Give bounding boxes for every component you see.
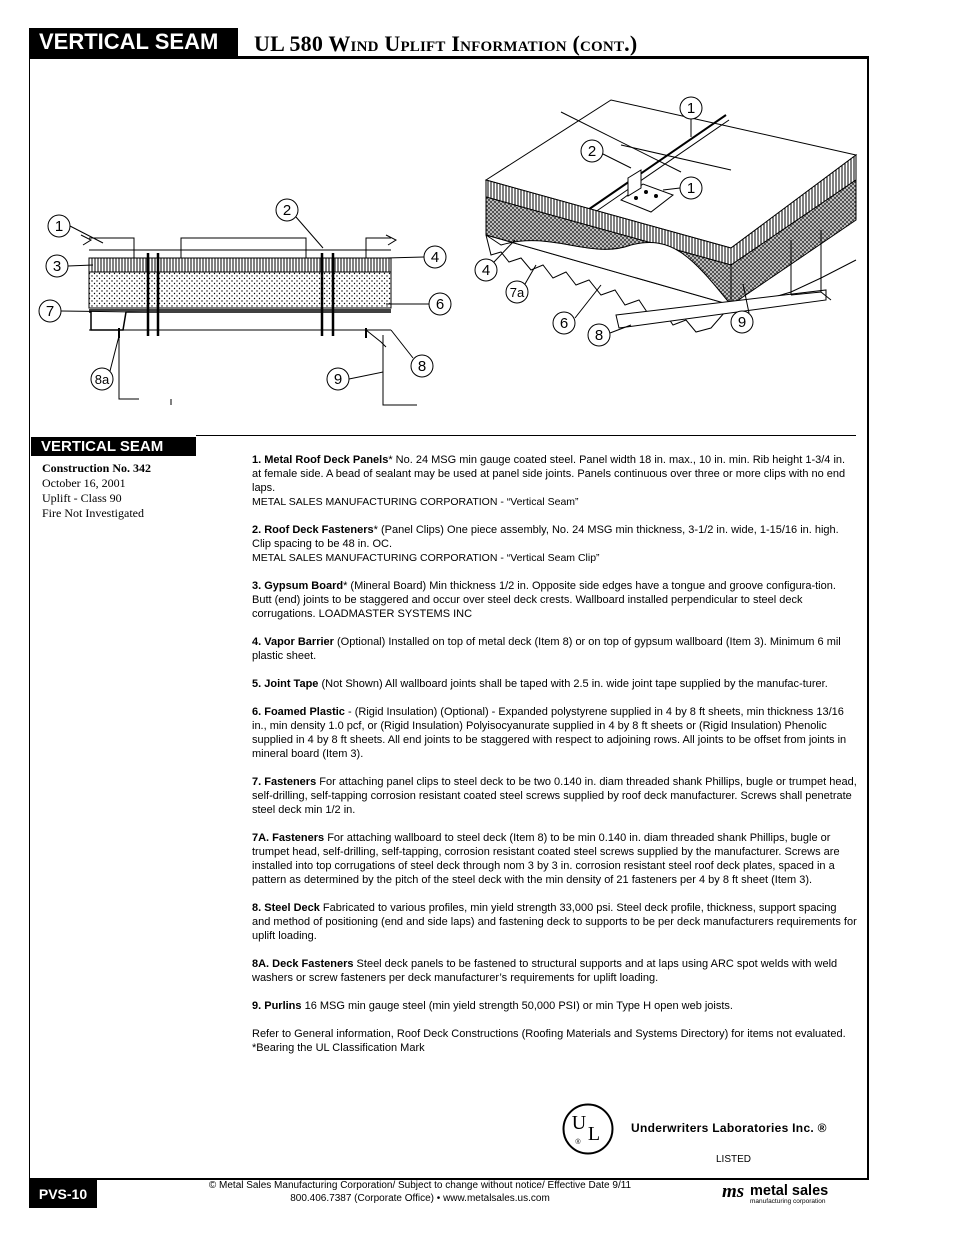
item-9: 9. Purlins 16 MSG min gauge steel (min yield strength 50,000 PSI) or min Type H open web joists. (252, 1000, 733, 1012)
item-8a: 8A. Deck Fasteners Steel deck panels to be fastened to structural supports and at laps using ARC spot welds with weld washers or screw fasteners per deck manufacturer’s requirements for uplift loading. (252, 958, 838, 984)
svg-text:2: 2 (282, 202, 292, 219)
footer-copyright: © Metal Sales Manufacturing Corporation/ Subject to change without notice/ Effective Date 9/11 (208, 1180, 632, 1191)
iso-callout-7a (506, 265, 536, 303)
page-number: PVS-10 (29, 1180, 97, 1208)
fire-rating: Fire Not Investigated (42, 506, 144, 520)
item-1: 1. Metal Roof Deck Panels* No. 24 MSG min gauge coated steel. Panel width 18 in. max., 10 in. min. Rib height 1-3/4 in. at female side. A bead of sealant may be used at panel side joints. Panels continuous over three or more clips with no end laps. METAL SALES MANUFACTURING CORPORATION - “Vertical Seam” (252, 454, 846, 508)
svg-text:4: 4 (481, 262, 491, 279)
ul-logo (562, 1103, 614, 1155)
svg-text:9: 9 (333, 371, 343, 388)
callout-1 (48, 215, 103, 243)
svg-text:7: 7 (45, 303, 55, 320)
callout-8a (91, 336, 119, 390)
callout-6 (386, 293, 451, 315)
svg-text:2: 2 (587, 143, 597, 160)
steel-deck (89, 312, 391, 330)
svg-text:1: 1 (686, 100, 696, 117)
callout-2 (276, 199, 323, 248)
item-list (252, 453, 857, 1055)
iso-callout-4 (475, 240, 515, 281)
roof-assembly-drawing (31, 60, 865, 435)
purlin-left (119, 335, 139, 399)
refer-note: Refer to General information, Roof Deck Constructions (Roofing Materials and Systems Directory) for items not evaluated. (252, 1028, 846, 1040)
section-divider (196, 435, 856, 436)
svg-text:8: 8 (417, 358, 427, 375)
section-view (81, 235, 417, 405)
svg-text:8: 8 (594, 327, 604, 344)
svg-text:9: 9 (737, 314, 747, 331)
gypsum-board (89, 258, 391, 272)
callout-8 (391, 330, 433, 377)
item-2: 2. Roof Deck Fasteners* (Panel Clips) One piece assembly, No. 24 MSG min thickness, 3-1/2 in. wide, 1-15/16 in. high. Clip spacing to be 48 in. OC. METAL SALES MANUFACTURING CORPORATION - “Vertical Seam Clip” (252, 524, 839, 564)
svg-text:7a: 7a (509, 285, 525, 300)
ul-listed: LISTED (716, 1154, 752, 1165)
uplift-class: Uplift - Class 90 (42, 491, 122, 505)
svg-text:U: U (571, 1112, 587, 1134)
svg-text:8a: 8a (94, 372, 110, 387)
header-tab: VERTICAL SEAM (29, 28, 238, 56)
item-5: 5. Joint Tape (Not Shown) All wallboard joints shall be taped with 2.5 in. wide joint tape supplied by the manufac-turer. (252, 678, 828, 690)
sidebar-tab: VERTICAL SEAM (31, 437, 196, 456)
item-3: 3. Gypsum Board* (Mineral Board) Min thickness 1/2 in. Opposite side edges have a tongue and groove configura-tion. Butt (end) joints to be staggered and occur over steel deck crests. Wallboard installed perpendicular to steel deck corrugations. LOADMASTER SYSTEMS INC (252, 580, 836, 620)
classification-mark-note: *Bearing the UL Classification Mark (252, 1042, 425, 1054)
construction-number: Construction No. 342 (42, 461, 152, 475)
construction-info (42, 461, 151, 521)
item-7a: 7A. Fasteners For attaching wallboard to steel deck (Item 8) to be min 0.140 in. diam threaded shank Phillips, bugle or trumpet head, self-drilling, self-tapping, corrosion resistant coated steel screws supplied by the manufacturer. Screws are installed into top corrugations of steel deck through nom 3 by 3 in. corrosion resistant steel roof deck plates, spaced in a pattern as determined by the pitch of the steel deck with the min density of 21 fasteners per 4 by 8 ft sheet (Item 3). (252, 832, 840, 886)
metal-sales-logo (722, 1181, 872, 1207)
svg-text:4: 4 (430, 249, 440, 266)
page-title: UL 580 Wind Uplift Information (cont.) (254, 31, 638, 56)
roof-panel (89, 238, 391, 250)
item-7: 7. Fasteners For attaching panel clips to steel deck to be two 0.140 in. diam threaded shank Phillips, bugle or trumpet head, self-drilling, self-tapping corrosion resistant coated steel screws supplied by roof deck manufacturer. Screws shall penetrate steel deck min 1/2 in. (252, 776, 857, 816)
callout-9 (327, 368, 383, 390)
svg-text:6: 6 (435, 296, 445, 313)
svg-text:metal sales: metal sales (750, 1183, 829, 1199)
callout-3 (46, 255, 93, 277)
construction-date: October 16, 2001 (42, 476, 126, 490)
ul-name: Underwriters Laboratories Inc. ® (631, 1121, 827, 1135)
footer (160, 1179, 680, 1205)
item-4: 4. Vapor Barrier (Optional) Installed on top of metal deck (Item 8) or on top of gypsum wallboard (Item 3). Minimum 6 mil plastic sheet. (252, 636, 841, 662)
svg-text:®: ® (575, 1139, 581, 1146)
svg-text:3: 3 (52, 258, 62, 275)
svg-text:L: L (587, 1123, 601, 1145)
iso-callout-8 (588, 324, 631, 346)
footer-contact: 800.406.7387 (Corporate Office) • www.metalsales.us.com (290, 1193, 550, 1204)
svg-text:6: 6 (559, 315, 569, 332)
item-6: 6. Foamed Plastic - (Rigid Insulation) (Optional) - Expanded polystyrene supplied in 4 by 8 ft sheets, min thickness 13/16 in., min density 1.0 pcf, or (Rigid Insulation) Polyisocyanurate supplied in 4 by 8 ft sheets or (Rigid Insulation) Phenolic supplied in 4 by 8 ft sheets. All end joints to be staggered with respect to adjoining rows. All joints to be offset from joints in mineral board (Item 3). (252, 706, 847, 760)
svg-text:1: 1 (686, 180, 696, 197)
foamed-plastic (89, 272, 391, 308)
callout-4 (386, 246, 446, 268)
item-8: 8. Steel Deck Fabricated to various profiles, min yield strength 33,000 psi. Steel deck profile, thickness, support spacing and method of positioning (end and side laps) and fastening deck to supports to be per deck manufacturers requirements for uplift loading. (252, 902, 857, 942)
svg-text:manufacturing corporation: manufacturing corporation (750, 1198, 826, 1205)
isometric-view (486, 100, 856, 332)
svg-text:ms: ms (722, 1181, 745, 1202)
svg-text:1: 1 (54, 218, 64, 235)
